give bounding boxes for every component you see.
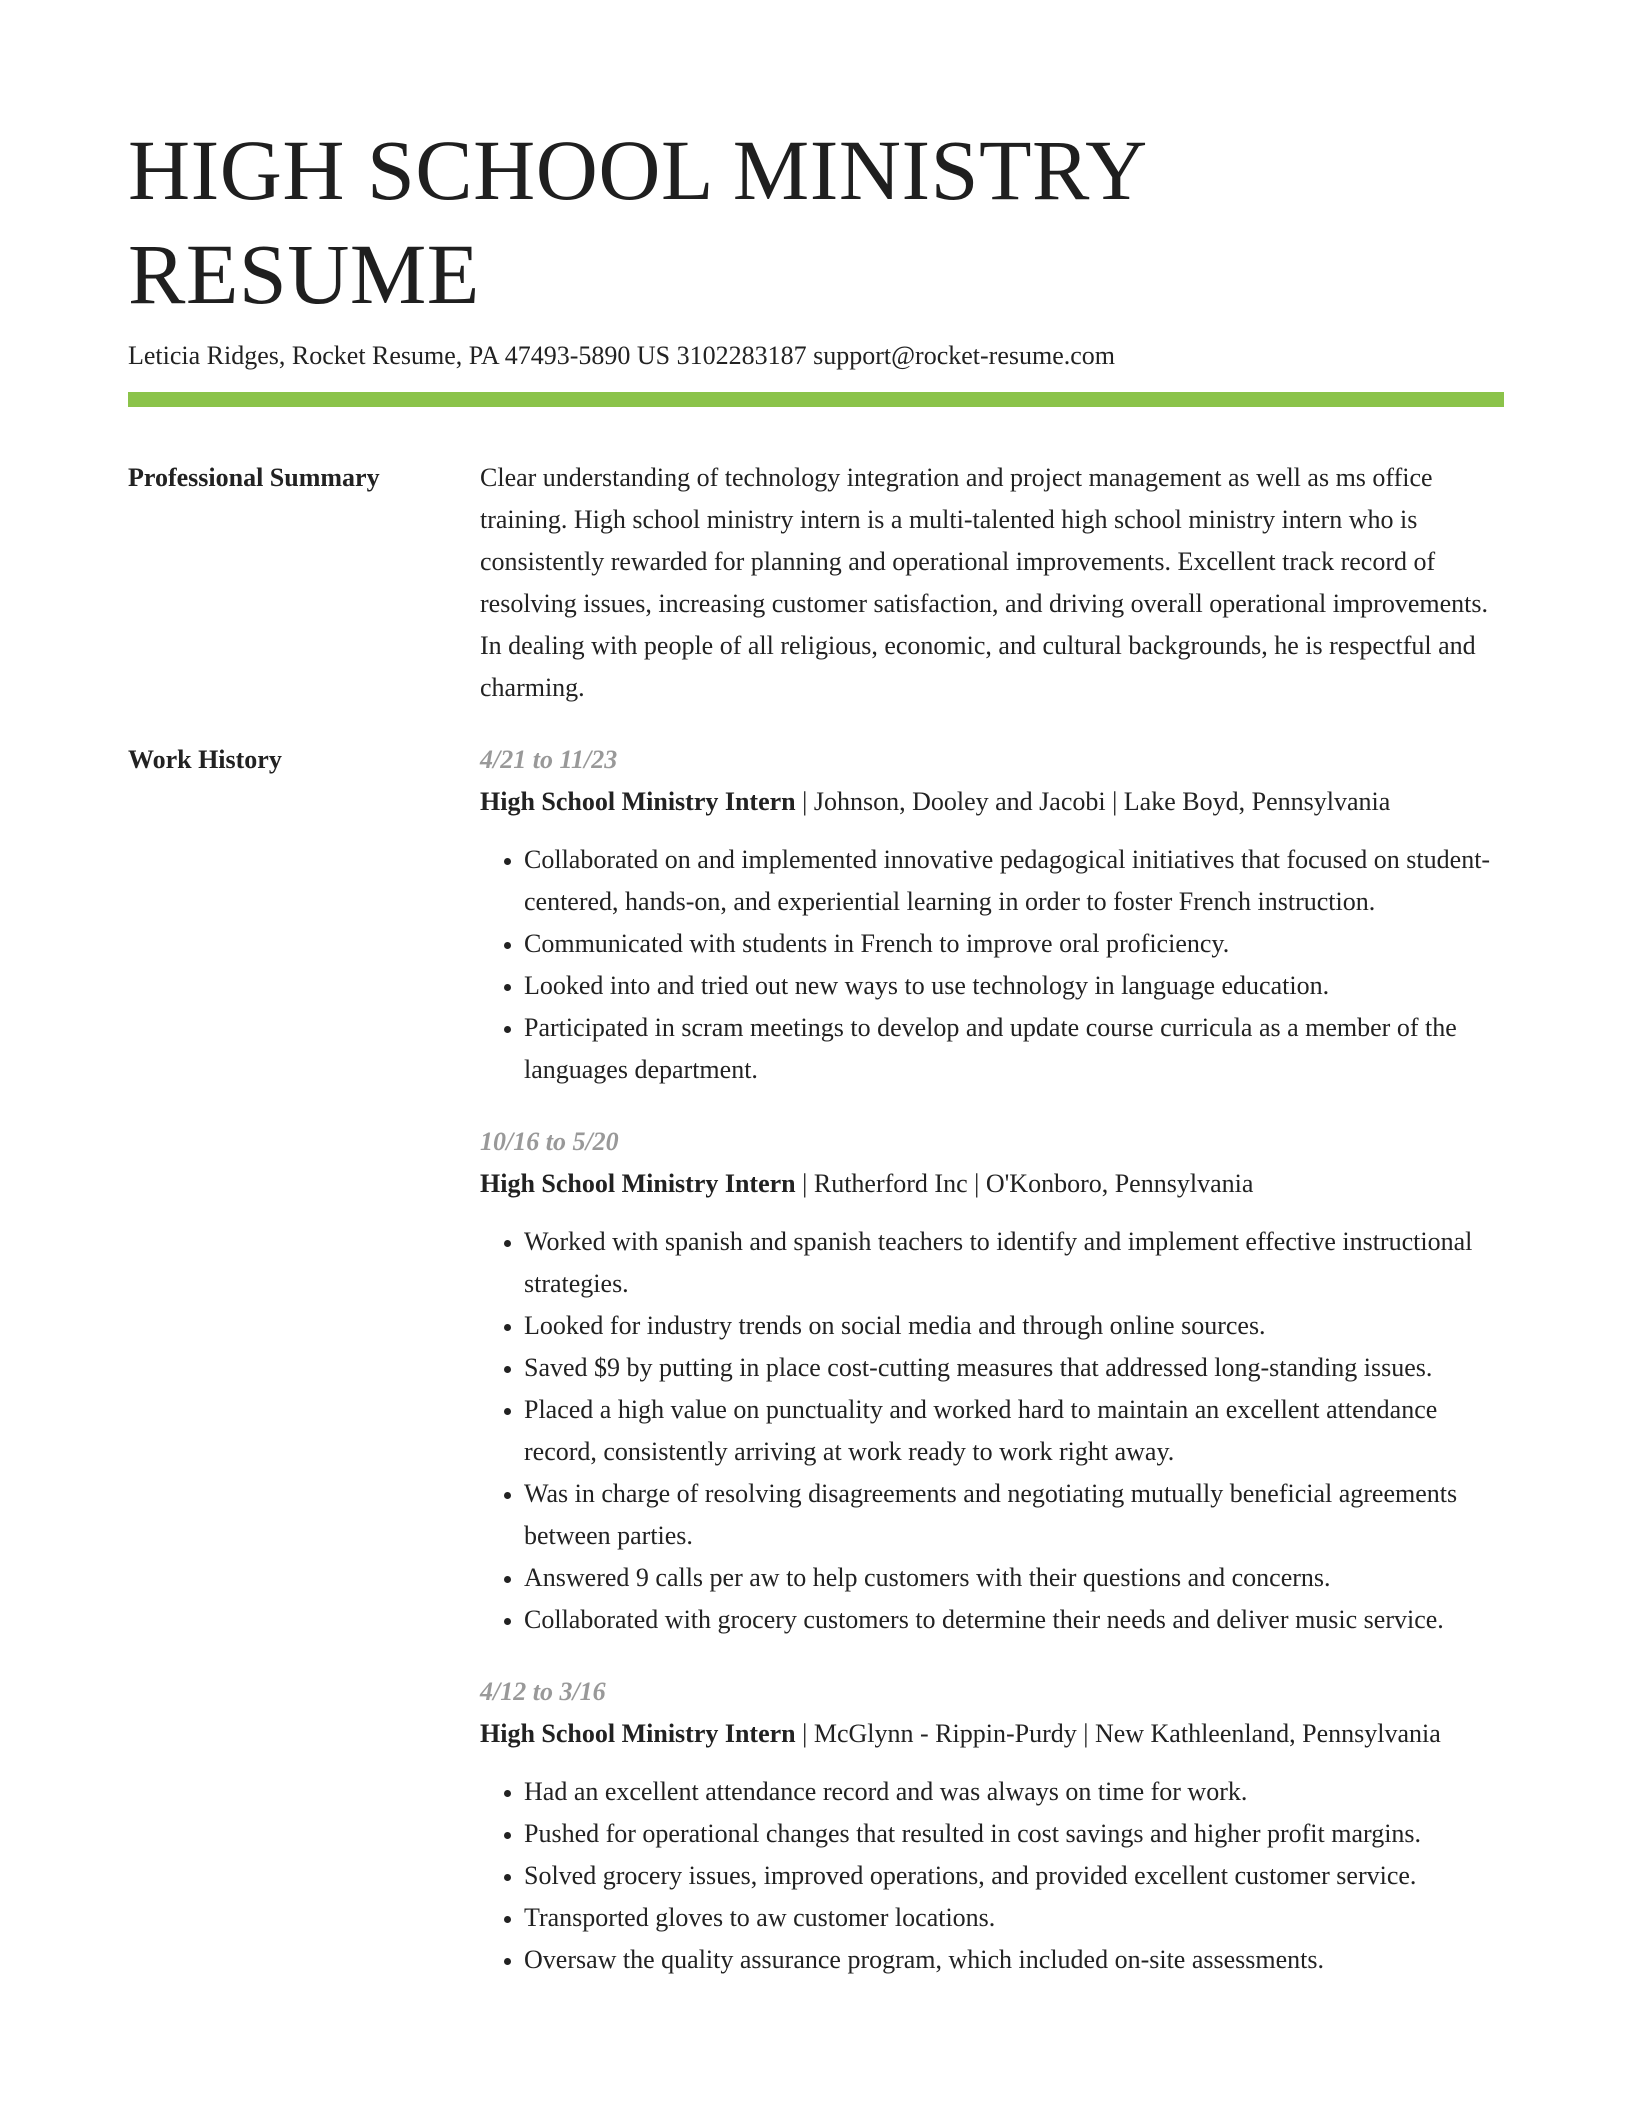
list-item: • Answered 9 calls per aw to help customers with their questions and concerns. bbox=[524, 1557, 1504, 1599]
accent-divider bbox=[128, 392, 1504, 407]
job-title: High School Ministry Intern bbox=[480, 1169, 796, 1198]
job-company: | Johnson, Dooley and Jacobi bbox=[795, 787, 1106, 816]
list-item: • Pushed for operational changes that resulted in cost savings and higher profit margins. bbox=[524, 1813, 1504, 1855]
job-entry bbox=[480, 739, 1504, 1091]
job-title: High School Ministry Intern bbox=[480, 1719, 796, 1748]
resume-page bbox=[128, 118, 1504, 2011]
list-item: • Worked with spanish and spanish teachers to identify and implement effective instructional strategies. bbox=[524, 1221, 1504, 1305]
job-entry bbox=[480, 1671, 1504, 1981]
section-label: Professional Summary bbox=[128, 463, 380, 492]
job-heading bbox=[480, 781, 1504, 823]
duty-list bbox=[480, 1221, 1504, 1641]
duty-list bbox=[480, 839, 1504, 1091]
list-item: • Looked into and tried out new ways to use technology in language education. bbox=[524, 965, 1504, 1007]
list-item: • Had an excellent attendance record and was always on time for work. bbox=[524, 1771, 1504, 1813]
list-item: • Participated in scram meetings to develop and update course curricula as a member of the languages department. bbox=[524, 1007, 1504, 1091]
list-item: • Saved $9 by putting in place cost-cutting measures that addressed long-standing issues. bbox=[524, 1347, 1504, 1389]
list-item: • Was in charge of resolving disagreements and negotiating mutually beneficial agreements between parties. bbox=[524, 1473, 1504, 1557]
job-heading bbox=[480, 1163, 1504, 1205]
section-label: Work History bbox=[128, 745, 282, 774]
list-item: • Oversaw the quality assurance program, which included on-site assessments. bbox=[524, 1939, 1504, 1981]
list-item: • Communicated with students in French to improve oral proficiency. bbox=[524, 923, 1504, 965]
resume-title: HIGH SCHOOL MINISTRY RESUME bbox=[128, 122, 1145, 322]
duty-list bbox=[480, 1771, 1504, 1981]
job-list bbox=[480, 739, 1504, 2011]
contact-line: Leticia Ridges, Rocket Resume, PA 47493-5890 US 3102283187 support@rocket-resume.com bbox=[128, 341, 1116, 370]
job-heading bbox=[480, 1713, 1504, 1755]
work-history-section bbox=[128, 739, 1504, 2011]
job-dates: 10/16 to 5/20 bbox=[480, 1127, 619, 1156]
job-dates: 4/21 to 11/23 bbox=[480, 745, 618, 774]
job-company: | Rutherford Inc bbox=[795, 1169, 968, 1198]
job-location: | New Kathleenland, Pennsylvania bbox=[1076, 1719, 1441, 1748]
list-item: • Transported gloves to aw customer locations. bbox=[524, 1897, 1504, 1939]
summary-text: Clear understanding of technology integration and project management as well as ms office training. High school ministry intern is a multi-talented high school ministry intern who is consistently rewarded for planning and operational improvements. Excellent track record of resolving issues, increasing customer satisfaction, and driving overall operational improvements. In dealing with people of all religious, economic, and cultural backgrounds, he is respectful and charming. bbox=[480, 463, 1488, 702]
job-company: | McGlynn - Rippin-Purdy bbox=[795, 1719, 1077, 1748]
job-entry bbox=[480, 1121, 1504, 1641]
list-item: • Collaborated with grocery customers to determine their needs and deliver music service. bbox=[524, 1599, 1504, 1641]
list-item: • Collaborated on and implemented innovative pedagogical initiatives that focused on student-centered, hands-on, and experiential learning in order to foster French instruction. bbox=[524, 839, 1504, 923]
job-dates: 4/12 to 3/16 bbox=[480, 1677, 606, 1706]
professional-summary-section bbox=[128, 457, 1504, 709]
list-item: • Looked for industry trends on social media and through online sources. bbox=[524, 1305, 1504, 1347]
list-item: • Solved grocery issues, improved operations, and provided excellent customer service. bbox=[524, 1855, 1504, 1897]
list-item: • Placed a high value on punctuality and worked hard to maintain an excellent attendance record, consistently arriving at work ready to work right away. bbox=[524, 1389, 1504, 1473]
job-location: | O'Konboro, Pennsylvania bbox=[967, 1169, 1254, 1198]
job-title: High School Ministry Intern bbox=[480, 787, 796, 816]
job-location: | Lake Boyd, Pennsylvania bbox=[1105, 787, 1391, 816]
